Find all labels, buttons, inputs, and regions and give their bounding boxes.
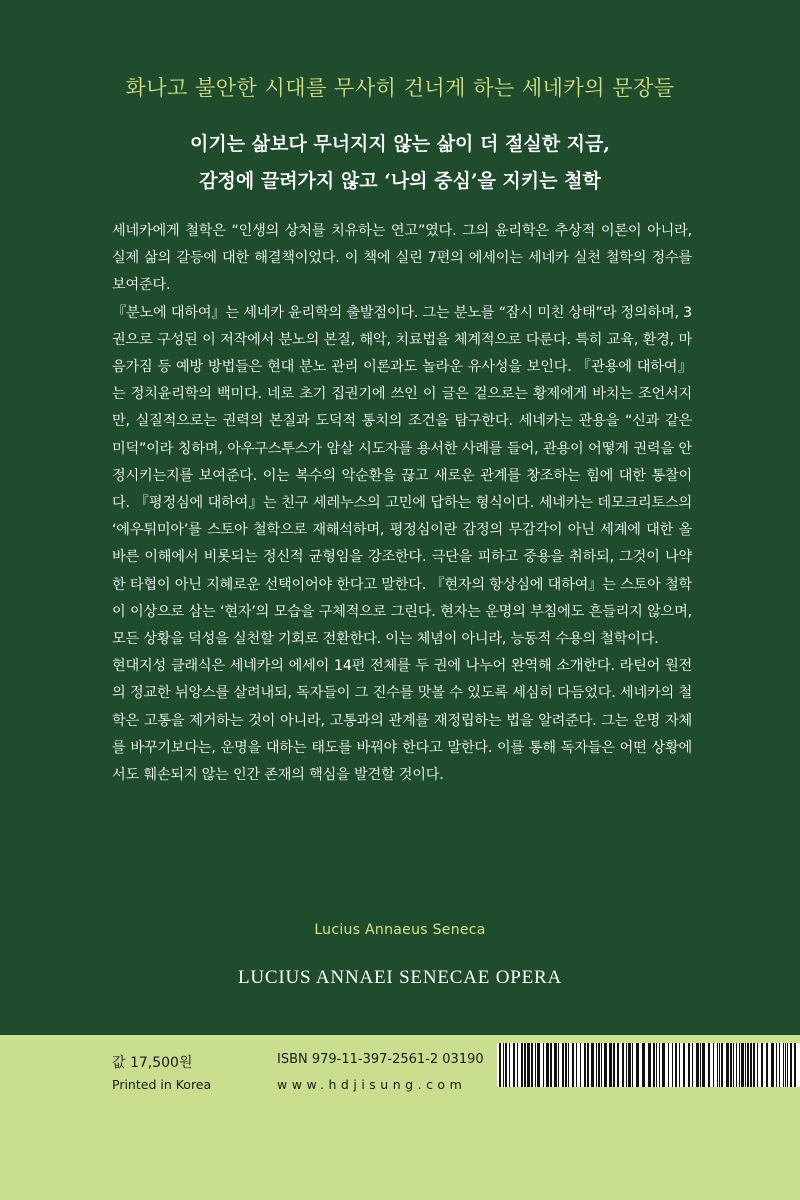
barcode-bar xyxy=(717,1043,718,1087)
tagline: 화나고 불안한 시대를 무사히 건너게 하는 세네카의 문장들 xyxy=(125,76,675,100)
barcode-bar xyxy=(531,1043,533,1087)
barcode-bar xyxy=(766,1043,768,1087)
barcode-bar xyxy=(580,1043,581,1087)
barcode-bar xyxy=(617,1043,619,1087)
barcode-bar xyxy=(700,1043,701,1087)
barcode-bar xyxy=(662,1043,665,1087)
description-paragraph-1: 세네카에게 철학은 “인생의 상처를 치유하는 연고”였다. 그의 윤리학은 추상적 이론이 아니라, 실제 삶의 갈등에 대한 해결책이었다. 이 책에 실린 7편의 에세이는 세네카 실천 철학의 정수를 보여준다. xyxy=(112,223,692,294)
barcode-bar xyxy=(568,1043,569,1087)
price: 값 17,500원 xyxy=(112,1055,193,1071)
barcode-bar xyxy=(521,1043,523,1087)
subheading xyxy=(0,126,800,200)
barcode-bar xyxy=(626,1043,627,1087)
barcode-bar xyxy=(598,1043,600,1087)
barcode-bar xyxy=(517,1043,518,1087)
barcode-bar xyxy=(702,1043,705,1087)
barcode-bar xyxy=(628,1043,631,1087)
publisher-website: www.hdjisung.com xyxy=(277,1077,467,1092)
barcode-bar xyxy=(499,1043,501,1087)
barcode-bar xyxy=(721,1043,723,1087)
barcode-bar xyxy=(757,1043,758,1087)
barcode-bar xyxy=(537,1043,540,1087)
barcode-bar xyxy=(587,1043,589,1087)
barcode-bar xyxy=(668,1043,669,1087)
barcode-bar xyxy=(675,1043,677,1087)
barcode-bar xyxy=(785,1043,786,1087)
barcode-bar xyxy=(730,1043,732,1087)
barcode-bar xyxy=(708,1043,710,1087)
barcode-bar xyxy=(558,1043,559,1087)
description-paragraph-3: 현대지성 클래식은 세네카의 에세이 14편 전체를 두 권에 나누어 완역해 소개한다. 라틴어 원전의 정교한 뉘앙스를 살려내되, 독자들이 그 진수를 맛볼 수 있도록 세심히 다듬었다. 세네카의 철학은 고통을 제거하는 것이 아니라, 고통과의 관계를 재정립하는 법을 알려준다. 그는 운명 자체를 바꾸기보다는, 운명을 대하는 태도를 바꿔야 한다고 말한다. 이를 통해 독자들은 어떤 상황에서도 훼손되지 않는 인간 존재의 핵심을 발견할 것이다. xyxy=(112,658,692,784)
barcode-bar xyxy=(659,1043,660,1087)
author-name: Lucius Annaeus Seneca xyxy=(314,922,486,938)
barcode-bar xyxy=(572,1043,574,1087)
barcode-bar xyxy=(783,1043,784,1087)
barcode-bar xyxy=(604,1043,607,1087)
barcode-bar xyxy=(656,1043,657,1087)
barcode-bar xyxy=(565,1043,567,1087)
barcode-bar xyxy=(794,1043,796,1087)
barcode-bar xyxy=(726,1043,729,1087)
barcode-bar xyxy=(779,1043,780,1087)
barcode-bar xyxy=(713,1043,714,1087)
isbn-number: ISBN 979-11-397-2561-2 03190 xyxy=(277,1052,484,1067)
barcode-bar xyxy=(653,1043,655,1087)
barcode-bar xyxy=(509,1043,510,1087)
barcode-bar xyxy=(513,1043,515,1087)
barcode-bar xyxy=(636,1043,639,1087)
barcode-bar xyxy=(648,1043,651,1087)
barcode-bar xyxy=(761,1043,763,1087)
barcode-bar xyxy=(609,1043,612,1087)
barcode-bar xyxy=(679,1043,680,1087)
series-title: LUCIUS ANNAEI SENECAE OPERA xyxy=(237,967,563,988)
barcode-bar xyxy=(613,1043,615,1087)
barcode-bar xyxy=(776,1043,777,1087)
barcode-bar xyxy=(688,1043,690,1087)
barcode-bar xyxy=(596,1043,597,1087)
barcode-bar xyxy=(543,1043,544,1087)
barcode-bar xyxy=(524,1043,526,1087)
barcode-bar xyxy=(790,1043,792,1087)
subheading-line-1: 이기는 삶보다 무너지지 않는 삶이 더 절실한 지금, xyxy=(190,133,610,155)
barcode-bar xyxy=(505,1043,507,1087)
barcode-bar xyxy=(591,1043,594,1087)
description-text xyxy=(112,218,692,789)
description-paragraph-2: 『분노에 대하여』는 세네카 윤리학의 출발점이다. 그는 분노를 “잠시 미친 상태”라 정의하며, 3권으로 구성된 이 저작에서 분노의 본질, 해악, 치료법을 체계적으로 다룬다. 특히 교육, 환경, 마음가짐 등 예방 방법들은 현대 분노 관리 이론과도 놀라운 유사성을 보인다. 『관용에 대하여』는 정치윤리학의 백미다. 네로 초기 집권기에 쓰인 이 글은 겉으로는 황제에게 바치는 조언서지만, 실질적으로는 권력의 본질과 도덕적 통치의 조건을 탐구한다. 세네카는 관용을 “신과 같은 미덕”이라 칭하며, 아우구스투스가 암살 시도자를 용서한 사례를 들어, 관용이 어떻게 권력을 안정시키는지를 보여준다. 이는 복수의 악순환을 끊고 새로운 관계를 창조하는 힘에 대한 통찰이다. 『평정심에 대하여』는 친구 세레누스의 고민에 답하는 형식이다. 세네카는 데모크리토스의 ‘에우튀미아’를 스토아 철학으로 재해석하며, 평정심이란 감정의 무감각이 아닌 세계에 대한 올바른 이해에서 비롯되는 정신적 균형임을 강조한다. 극단을 피하고 중용을 취하되, 그것이 나약한 타협이 아닌 지혜로운 선택이어야 한다고 말한다. 『현자의 항상심에 대하여』는 스토아 철학이 이상으로 삼는 ‘현자’의 모습을 구체적으로 그린다. 현자는 운명의 부침에도 흔들리지 않으며, 모든 상황을 덕성을 실천할 기회로 전환한다. 이는 체념이 아니라, 능동적 수용의 철학이다. xyxy=(112,304,692,648)
barcode-bar xyxy=(550,1043,552,1087)
barcode-bar xyxy=(535,1043,536,1087)
barcode-bar xyxy=(696,1043,699,1087)
barcode-bar xyxy=(745,1043,746,1087)
barcode-bar xyxy=(642,1043,645,1087)
subheading-line-2: 감정에 끌려가지 않고 ‘나의 중심’을 지키는 철학 xyxy=(199,170,601,192)
barcode-bar xyxy=(672,1043,673,1087)
barcode-bar xyxy=(683,1043,685,1087)
barcode-bar xyxy=(632,1043,633,1087)
barcode-bar xyxy=(753,1043,755,1087)
barcode-bar xyxy=(736,1043,737,1087)
barcode-bar xyxy=(739,1043,740,1087)
barcode-bar xyxy=(576,1043,577,1087)
barcode-bar xyxy=(562,1043,564,1087)
printed-in: Printed in Korea xyxy=(112,1077,212,1092)
barcode xyxy=(497,1043,800,1087)
barcode-bar xyxy=(527,1043,530,1087)
barcode-bar xyxy=(554,1043,557,1087)
barcode-bar xyxy=(787,1043,788,1087)
barcode-bar xyxy=(719,1043,720,1087)
barcode-bar xyxy=(747,1043,749,1087)
barcode-bar xyxy=(622,1043,624,1087)
barcode-bar xyxy=(733,1043,734,1087)
barcode-bar xyxy=(503,1043,504,1087)
barcode-bar xyxy=(741,1043,744,1087)
barcode-bar xyxy=(546,1043,549,1087)
barcode-bar xyxy=(601,1043,602,1087)
barcode-graphic xyxy=(497,1043,800,1087)
barcode-bar xyxy=(750,1043,752,1087)
barcode-bar xyxy=(771,1043,774,1087)
barcode-bar xyxy=(692,1043,693,1087)
barcode-bar xyxy=(584,1043,586,1087)
